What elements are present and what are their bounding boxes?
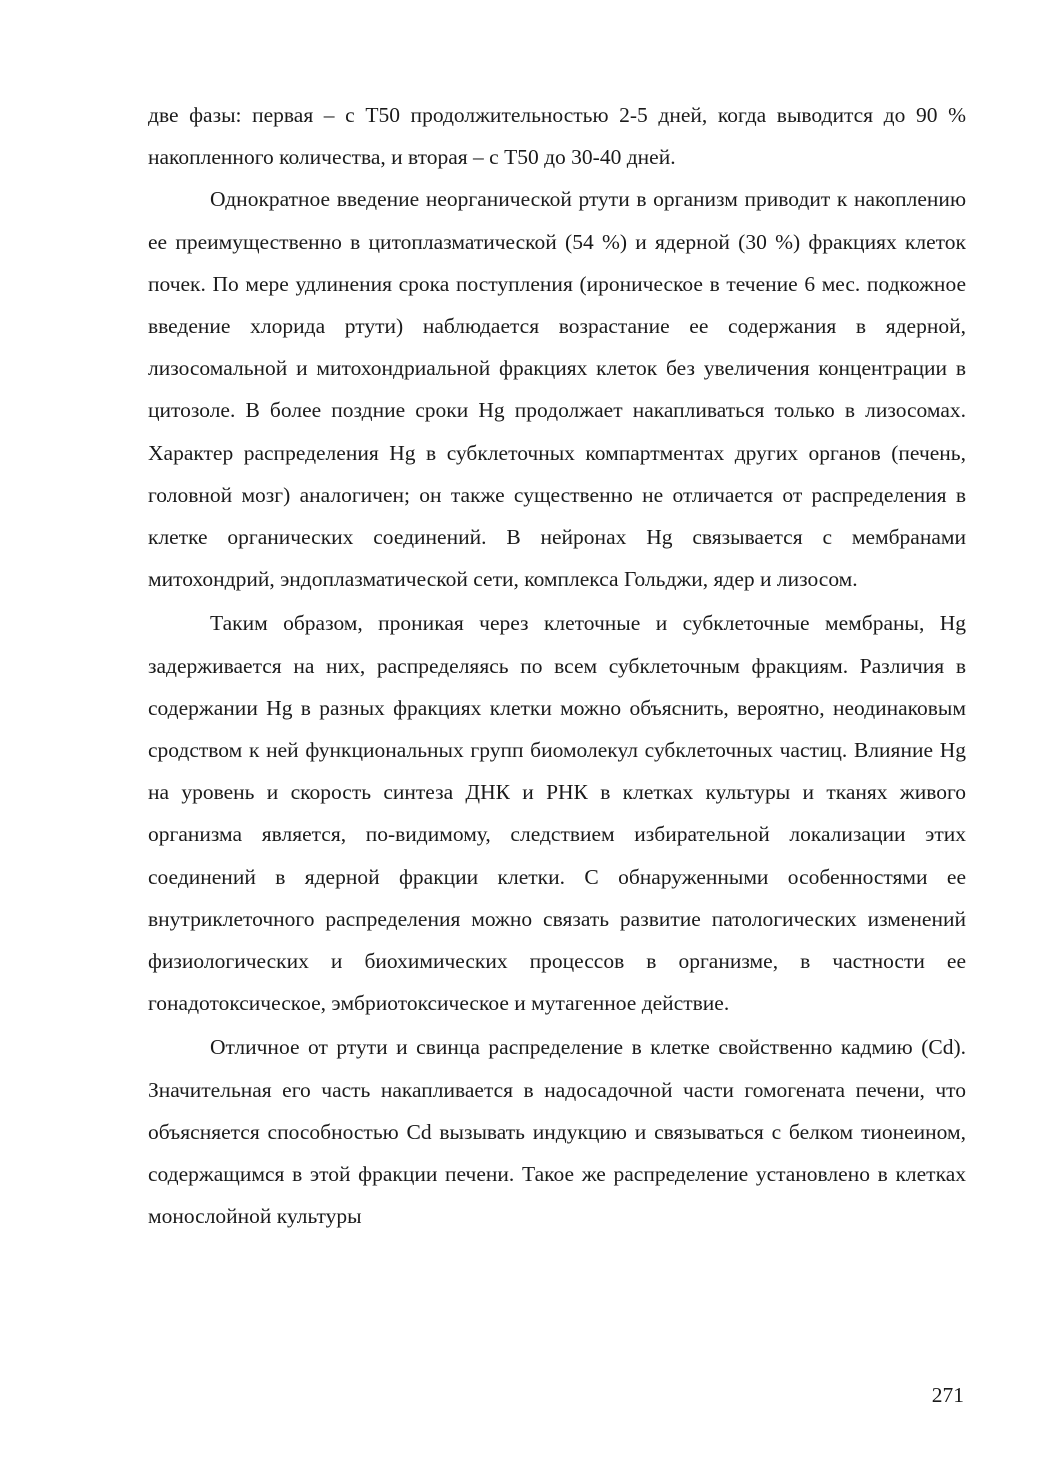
paragraph-1: две фазы: первая – с Т50 продолжительностью 2-5 дней, когда выводится до 90 % накопленного количества, и вторая – с Т50 до 30-40 дней. (148, 103, 966, 170)
body-text (148, 94, 966, 1237)
paragraph-4: Отличное от ртути и свинца распределение в клетке свойственно кадмию (Cd). Значительная его часть накапливается в надосадочной части гомогената печени, что объясняется способностью Cd вызывать индукцию и связываться с белком тионеином, содержащимся в этой фракции печени. Такое же распределение установлено в клетках монослойной культуры (148, 1035, 966, 1229)
paragraph-2: Однократное введение неорганической ртути в организм приводит к накоплению ее преимущественно в цитоплазматической (54 %) и ядерной (30 %) фракциях клеток почек. По мере удлинения срока поступления (ироническое в течение 6 мес. подкожное введение хлорида ртути) наблюдается возрастание ее содержания в ядерной, лизосомальной и митохондриальной фракциях клеток без увеличения концентрации в цитозоле. В более поздние сроки Hg продолжает накапливаться только в лизосомах. Характер распределения Hg в субклеточных компартментах других органов (печень, головной мозг) аналогичен; он также существенно не отличается от распределения в клетке органических соединений. В нейронах Hg связывается с мембранами митохондрий, эндоплазматической сети, комплекса Гольджи, ядер и лизосом. (148, 187, 966, 592)
paragraph-3: Таким образом, проникая через клеточные и субклеточные мембраны, Hg задерживается на них, распределяясь по всем субклеточным фракциям. Различия в содержании Hg в разных фракциях клетки можно объяснить, вероятно, неодинаковым сродством к ней функциональных групп биомолекул субклеточных частиц. Влияние Hg на уровень и скорость синтеза ДНК и РНК в клетках культуры и тканях живого организма является, по-видимому, следствием избирательной локализации этих соединений в ядерной фракции клетки. С обнаруженными особенностями ее внутриклеточного распределения можно связать развитие патологических изменений физиологических и биохимических процессов в организме, в частности ее гонадотоксическое, эмбриотоксическое и мутагенное действие. (148, 611, 966, 1016)
page-number: 271 (931, 1383, 964, 1407)
